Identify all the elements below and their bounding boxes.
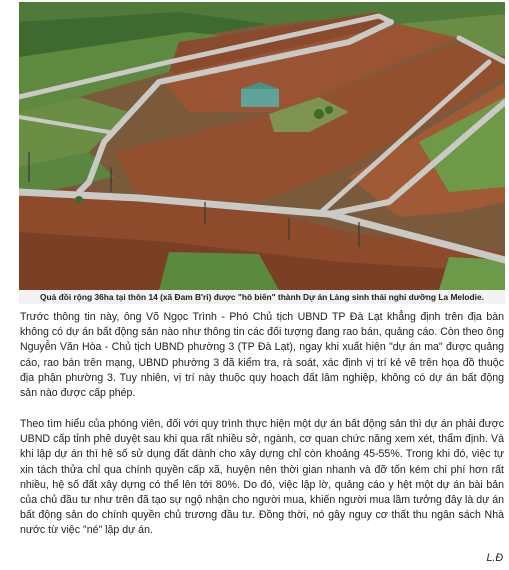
photo-caption: Quả đồi rộng 36ha tại thôn 14 (xã Đam B'ri) được "hô biến" thành Dự án Làng sinh thái nghỉ dưỡng La Melodie.: [19, 290, 505, 304]
author-signature: L.Đ: [486, 552, 503, 564]
article-photo: [19, 2, 505, 290]
aerial-landscape-photo: [19, 2, 505, 290]
article-paragraph: Trước thông tin này, ông Võ Ngọc Trình - Phó Chủ tịch UBND TP Đà Lạt khẳng định trên địa bàn không có dự án bất động sản nào như thông tin các đối tượng đang rao bán, quảng cáo. Còn theo ông Nguyễn Văn Hòa - Chủ tịch UBND phường 3 (TP Đà Lạt), ngay khi xuất hiện "dự án ma" được quảng cáo, rao bán trên mạng, UBND phường 3 đã kiểm tra, rà soát, xác định vị trí kẻ vẽ trên họa đồ thuộc địa phận phường 3. Tuy nhiên, vị trí này thuộc quy hoạch đất lâm nghiệp, không có dự án bất động sản nào được cấp phép.: [20, 311, 504, 400]
article-paragraph: Theo tìm hiểu của phóng viên, đối với quy trình thực hiện một dự án bất động sản thì dự án phải được UBND cấp tỉnh phê duyệt sau khi qua rất nhiều sở, ngành, cơ quan chức năng xem xét, thẩm định. Và khi lập dự án thì hệ số sử dụng đất dành cho xây dựng chỉ còn khoảng 45-55%. Trong khi đó, việc tự xin tách thửa chỉ qua chính quyền cấp xã, huyện nên thời gian nhanh và đỡ tốn kém chi phí hơn rất nhiều, hệ số đất xây dựng có thể lên tới 80%. Do đó, việc lập lờ, quảng cáo y hệt một dự án bài bản của chủ đầu tư như trên đã tạo sự ngộ nhận cho người mua, khiến người mua lầm tưởng đây là dự án bất động sản do chính quyền chủ trương đầu tư. Đồng thời, nó gây nguy cơ thất thu ngân sách Nhà nước từ việc "né" lập dự án.: [20, 418, 504, 537]
